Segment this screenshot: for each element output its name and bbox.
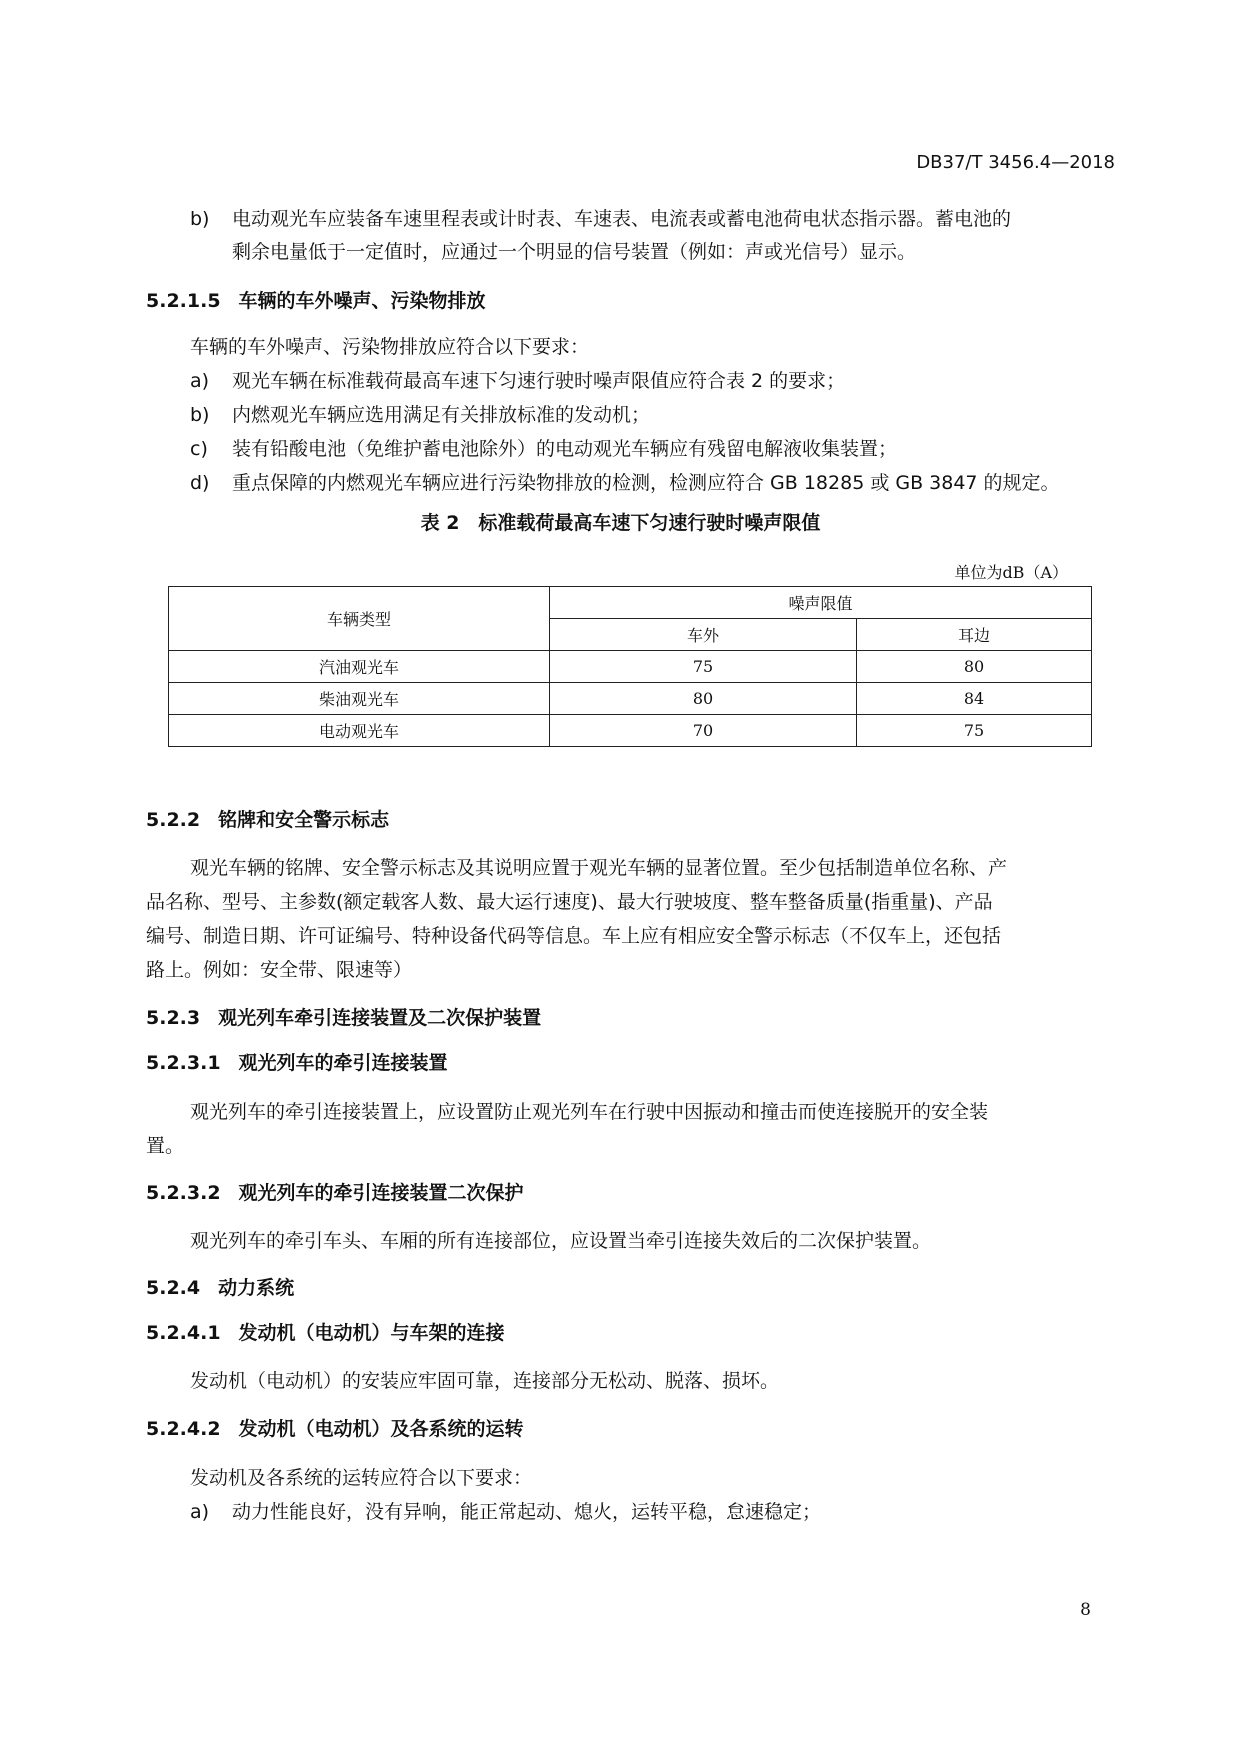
table-row: [169, 715, 1092, 747]
list-item: [190, 468, 1060, 495]
table-caption: 表 2 标准载荷最高车速下匀速行驶时噪声限值: [420, 512, 821, 534]
table-unit: 单位为dB（A）: [954, 563, 1068, 582]
paragraph-line: 品名称、型号、主参数(额定载客人数、最大运行速度)、最大行驶坡度、整车整备质量(指重量)、产品: [146, 891, 993, 913]
cell-ear: 80: [857, 651, 1092, 683]
list-marker: a): [190, 1501, 210, 1523]
list-marker: c): [190, 438, 208, 460]
paragraph: 发动机（电动机）的安装应牢固可靠，连接部分无松动、脱落、损坏。: [190, 1370, 780, 1392]
list-marker: b): [190, 404, 210, 426]
cell-type: 电动观光车: [169, 715, 550, 747]
cell-outside: 75: [550, 651, 857, 683]
section-title: 铭牌和安全警示标志: [218, 809, 390, 831]
cell-type: 柴油观光车: [169, 683, 550, 715]
section-heading-5-2-3-1: [146, 1048, 448, 1075]
paragraph-line: 编号、制造日期、许可证编号、特种设备代码等信息。车上应有相应安全警示标志（不仅车上，还包括: [146, 925, 1002, 947]
table-row: [169, 651, 1092, 683]
section-heading-5-2-1-5: [146, 286, 486, 313]
list-item-continuation: 剩余电量低于一定值时，应通过一个明显的信号装置（例如：声或光信号）显示。: [232, 241, 917, 263]
section-title: 发动机（电动机）与车架的连接: [238, 1322, 505, 1344]
list-item-text: 重点保障的内燃观光车辆应进行污染物排放的检测，检测应符合 GB 18285 或 GB 3847 的规定。: [232, 472, 1060, 494]
list-marker: b): [190, 208, 210, 230]
list-item-text: 电动观光车应装备车速里程表或计时表、车速表、电流表或蓄电池荷电状态指示器。蓄电池的: [232, 208, 1012, 230]
list-item: [190, 366, 845, 393]
paragraph-line: 观光车辆的铭牌、安全警示标志及其说明应置于观光车辆的显著位置。至少包括制造单位名称、产: [190, 857, 1008, 879]
section-number: 5.2.3.2: [146, 1182, 221, 1204]
section-number: 5.2.3.1: [146, 1052, 221, 1074]
list-item: [190, 400, 650, 427]
list-item: [190, 204, 1011, 231]
section-heading-5-2-4-1: [146, 1318, 505, 1345]
page-number: 8: [1080, 1600, 1091, 1620]
paragraph-line: 置。: [146, 1135, 185, 1157]
document-id: DB37/T 3456.4—2018: [916, 152, 1115, 173]
header-noise-limit: 噪声限值: [550, 587, 1092, 619]
paragraph: 发动机及各系统的运转应符合以下要求：: [190, 1467, 533, 1489]
section-title: 观光列车的牵引连接装置二次保护: [238, 1182, 524, 1204]
header-vehicle-type: 车辆类型: [169, 587, 550, 651]
cell-type: 汽油观光车: [169, 651, 550, 683]
cell-outside: 80: [550, 683, 857, 715]
list-marker: a): [190, 370, 210, 392]
section-number: 5.2.4.2: [146, 1418, 221, 1440]
section-title: 观光列车牵引连接装置及二次保护装置: [218, 1007, 542, 1029]
section-number: 5.2.2: [146, 809, 201, 831]
section-number: 5.2.3: [146, 1007, 201, 1029]
list-item-text: 装有铅酸电池（免维护蓄电池除外）的电动观光车辆应有残留电解液收集装置；: [232, 438, 898, 460]
section-number: 5.2.4.1: [146, 1322, 221, 1344]
section-title: 发动机（电动机）及各系统的运转: [238, 1418, 524, 1440]
cell-ear: 84: [857, 683, 1092, 715]
list-item-text: 内燃观光车辆应选用满足有关排放标准的发动机；: [232, 404, 651, 426]
list-marker: d): [190, 472, 210, 494]
paragraph-line: 观光列车的牵引连接装置上，应设置防止观光列车在行驶中因振动和撞击而使连接脱开的安全装: [190, 1101, 989, 1123]
list-item: [190, 434, 897, 461]
paragraph: 观光列车的牵引车头、车厢的所有连接部位，应设置当牵引连接失效后的二次保护装置。: [190, 1230, 932, 1252]
header-outside: 车外: [550, 619, 857, 651]
list-item-text: 观光车辆在标准载荷最高车速下匀速行驶时噪声限值应符合表 2 的要求；: [232, 370, 846, 392]
section-heading-5-2-3-2: [146, 1178, 524, 1205]
table-row: [169, 683, 1092, 715]
section-heading-5-2-4: [146, 1273, 294, 1300]
list-item: [190, 1497, 821, 1524]
section-number: 5.2.4: [146, 1277, 201, 1299]
section-number: 5.2.1.5: [146, 290, 221, 312]
list-item-text: 动力性能良好，没有异响，能正常起动、熄火，运转平稳，怠速稳定；: [232, 1501, 822, 1523]
section-heading-5-2-4-2: [146, 1414, 524, 1441]
paragraph: 车辆的车外噪声、污染物排放应符合以下要求：: [190, 336, 590, 358]
table-header-row: [169, 587, 1092, 619]
section-title: 动力系统: [218, 1277, 295, 1299]
paragraph-line: 路上。例如：安全带、限速等）: [146, 959, 413, 981]
section-title: 车辆的车外噪声、污染物排放: [238, 290, 486, 312]
header-ear: 耳边: [857, 619, 1092, 651]
section-heading-5-2-3: [146, 1003, 541, 1030]
noise-limit-table: [168, 586, 1092, 747]
cell-outside: 70: [550, 715, 857, 747]
section-title: 观光列车的牵引连接装置: [238, 1052, 448, 1074]
section-heading-5-2-2: [146, 805, 389, 832]
cell-ear: 75: [857, 715, 1092, 747]
